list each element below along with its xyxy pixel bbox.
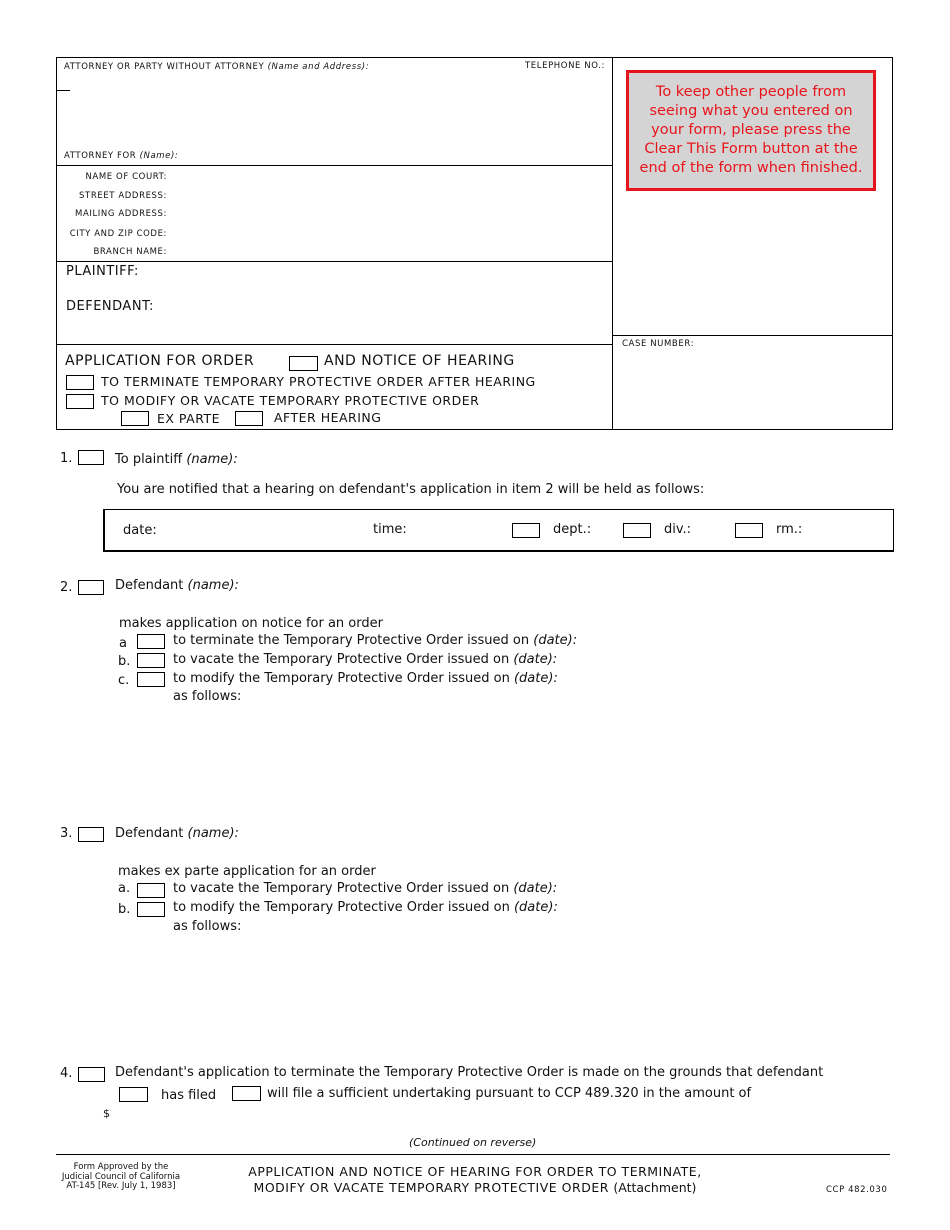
attorney-input-cursor[interactable] xyxy=(56,90,70,91)
item2c-text: to modify the Temporary Protective Order issued on (date): xyxy=(173,671,558,686)
modify-vacate-checkbox[interactable] xyxy=(66,394,94,409)
footer-title-line-2: MODIFY OR VACATE TEMPORARY PROTECTIVE ORDER (Attachment) xyxy=(253,1180,697,1195)
item1-checkbox[interactable] xyxy=(78,450,104,465)
title-line-1b: AND NOTICE OF HEARING xyxy=(324,353,515,369)
item3-number: 3. xyxy=(60,826,73,841)
attorney-for-label: ATTORNEY FOR (Name): xyxy=(64,151,179,161)
dept-checkbox[interactable] xyxy=(512,523,540,538)
item2-checkbox[interactable] xyxy=(78,580,104,595)
item4-checkbox[interactable] xyxy=(78,1067,105,1082)
divider-court xyxy=(56,261,613,262)
dollar-sign: $ xyxy=(103,1107,110,1120)
divider-attorney xyxy=(56,165,613,166)
court-branch-label: BRANCH NAME: xyxy=(93,247,167,257)
divider-parties xyxy=(56,344,613,345)
item2b-text: to vacate the Temporary Protective Order issued on (date): xyxy=(173,652,558,667)
will-file-checkbox[interactable] xyxy=(232,1086,261,1101)
hearing-rm-label: rm.: xyxy=(776,522,803,537)
item3b-checkbox[interactable] xyxy=(137,902,165,917)
item2-as-follows: as follows: xyxy=(173,689,242,704)
telephone-label: TELEPHONE NO.: xyxy=(525,61,605,71)
footer-title-line-1: APPLICATION AND NOTICE OF HEARING FOR ORDER TO TERMINATE, xyxy=(248,1164,702,1179)
terminate-option-label: TO TERMINATE TEMPORARY PROTECTIVE ORDER AFTER HEARING xyxy=(101,374,536,389)
footer-title xyxy=(180,1164,770,1196)
item1-number: 1. xyxy=(60,451,73,466)
item3-intro: makes ex parte application for an order xyxy=(118,864,376,879)
item2b-checkbox[interactable] xyxy=(137,653,165,668)
hearing-dept-label: dept.: xyxy=(553,522,592,537)
caption-vertical-divider xyxy=(612,57,613,429)
continued-note: (Continued on reverse) xyxy=(409,1136,537,1149)
item3-checkbox[interactable] xyxy=(78,827,104,842)
footer-rule xyxy=(56,1154,890,1155)
case-number-label: CASE NUMBER: xyxy=(622,339,695,349)
has-filed-label: has filed xyxy=(161,1088,217,1103)
privacy-notice xyxy=(626,70,876,191)
item2a-text: to terminate the Temporary Protective Order issued on (date): xyxy=(173,633,578,648)
after-hearing-checkbox[interactable] xyxy=(235,411,263,426)
hearing-date-label: date: xyxy=(123,523,157,538)
defendant-label: DEFENDANT: xyxy=(66,299,154,314)
privacy-notice-text: To keep other people from seeing what you entered on your form, please press the Clear This Form button at the end of the form when finished. xyxy=(639,84,863,176)
plaintiff-label: PLAINTIFF: xyxy=(66,264,139,279)
has-filed-checkbox[interactable] xyxy=(119,1087,148,1102)
hearing-time-label: time: xyxy=(373,522,407,537)
after-hearing-label: AFTER HEARING xyxy=(274,410,382,425)
approval-line-2: Judicial Council of California xyxy=(61,1171,181,1182)
div-checkbox[interactable] xyxy=(623,523,651,538)
item2b-letter: b. xyxy=(118,654,131,669)
rm-checkbox[interactable] xyxy=(735,523,763,538)
court-name-label: NAME OF COURT: xyxy=(85,172,167,182)
attorney-label: ATTORNEY OR PARTY WITHOUT ATTORNEY (Name and Address): xyxy=(64,62,370,72)
item2a-checkbox[interactable] xyxy=(137,634,165,649)
notice-of-hearing-checkbox[interactable] xyxy=(289,356,318,371)
hearing-div-label: div.: xyxy=(664,522,692,537)
item3a-checkbox[interactable] xyxy=(137,883,165,898)
item1-notice: You are notified that a hearing on defendant's application in item 2 will be held as follows: xyxy=(117,482,705,497)
item3b-letter: b. xyxy=(118,902,131,917)
item4-text: Defendant's application to terminate the Temporary Protective Order is made on the grounds that defendant xyxy=(115,1065,824,1080)
item2a-letter: a xyxy=(119,636,127,651)
approval-line-3: AT-145 [Rev. July 1, 1983] xyxy=(66,1181,176,1191)
title-line-1a: APPLICATION FOR ORDER xyxy=(65,353,255,369)
item1-label: To plaintiff (name): xyxy=(115,452,238,467)
item4-number: 4. xyxy=(60,1066,73,1081)
court-street-label: STREET ADDRESS: xyxy=(79,191,167,201)
item3a-text: to vacate the Temporary Protective Order issued on (date): xyxy=(173,881,558,896)
item2-number: 2. xyxy=(60,580,73,595)
item2c-checkbox[interactable] xyxy=(137,672,165,687)
ex-parte-checkbox[interactable] xyxy=(121,411,149,426)
terminate-checkbox[interactable] xyxy=(66,375,94,390)
will-file-label: will file a sufficient undertaking pursuant to CCP 489.320 in the amount of xyxy=(267,1086,752,1101)
item3b-text: to modify the Temporary Protective Order issued on (date): xyxy=(173,900,558,915)
ex-parte-label: EX PARTE xyxy=(157,411,221,426)
court-mailing-label: MAILING ADDRESS: xyxy=(75,209,167,219)
court-city-label: CITY AND ZIP CODE: xyxy=(69,229,167,239)
divider-case-number xyxy=(612,335,892,336)
item2-label: Defendant (name): xyxy=(115,578,239,593)
item3a-letter: a. xyxy=(118,881,131,896)
item3-label: Defendant (name): xyxy=(115,826,239,841)
approval-line-1: Form Approved by the xyxy=(73,1162,169,1172)
modify-vacate-option-label: TO MODIFY OR VACATE TEMPORARY PROTECTIVE ORDER xyxy=(101,393,480,408)
statute-code: CCP 482.030 xyxy=(826,1185,888,1195)
item2-intro: makes application on notice for an order xyxy=(119,616,383,631)
item2c-letter: c. xyxy=(118,673,130,688)
item3-as-follows: as follows: xyxy=(173,919,242,934)
form-approval xyxy=(56,1163,186,1192)
